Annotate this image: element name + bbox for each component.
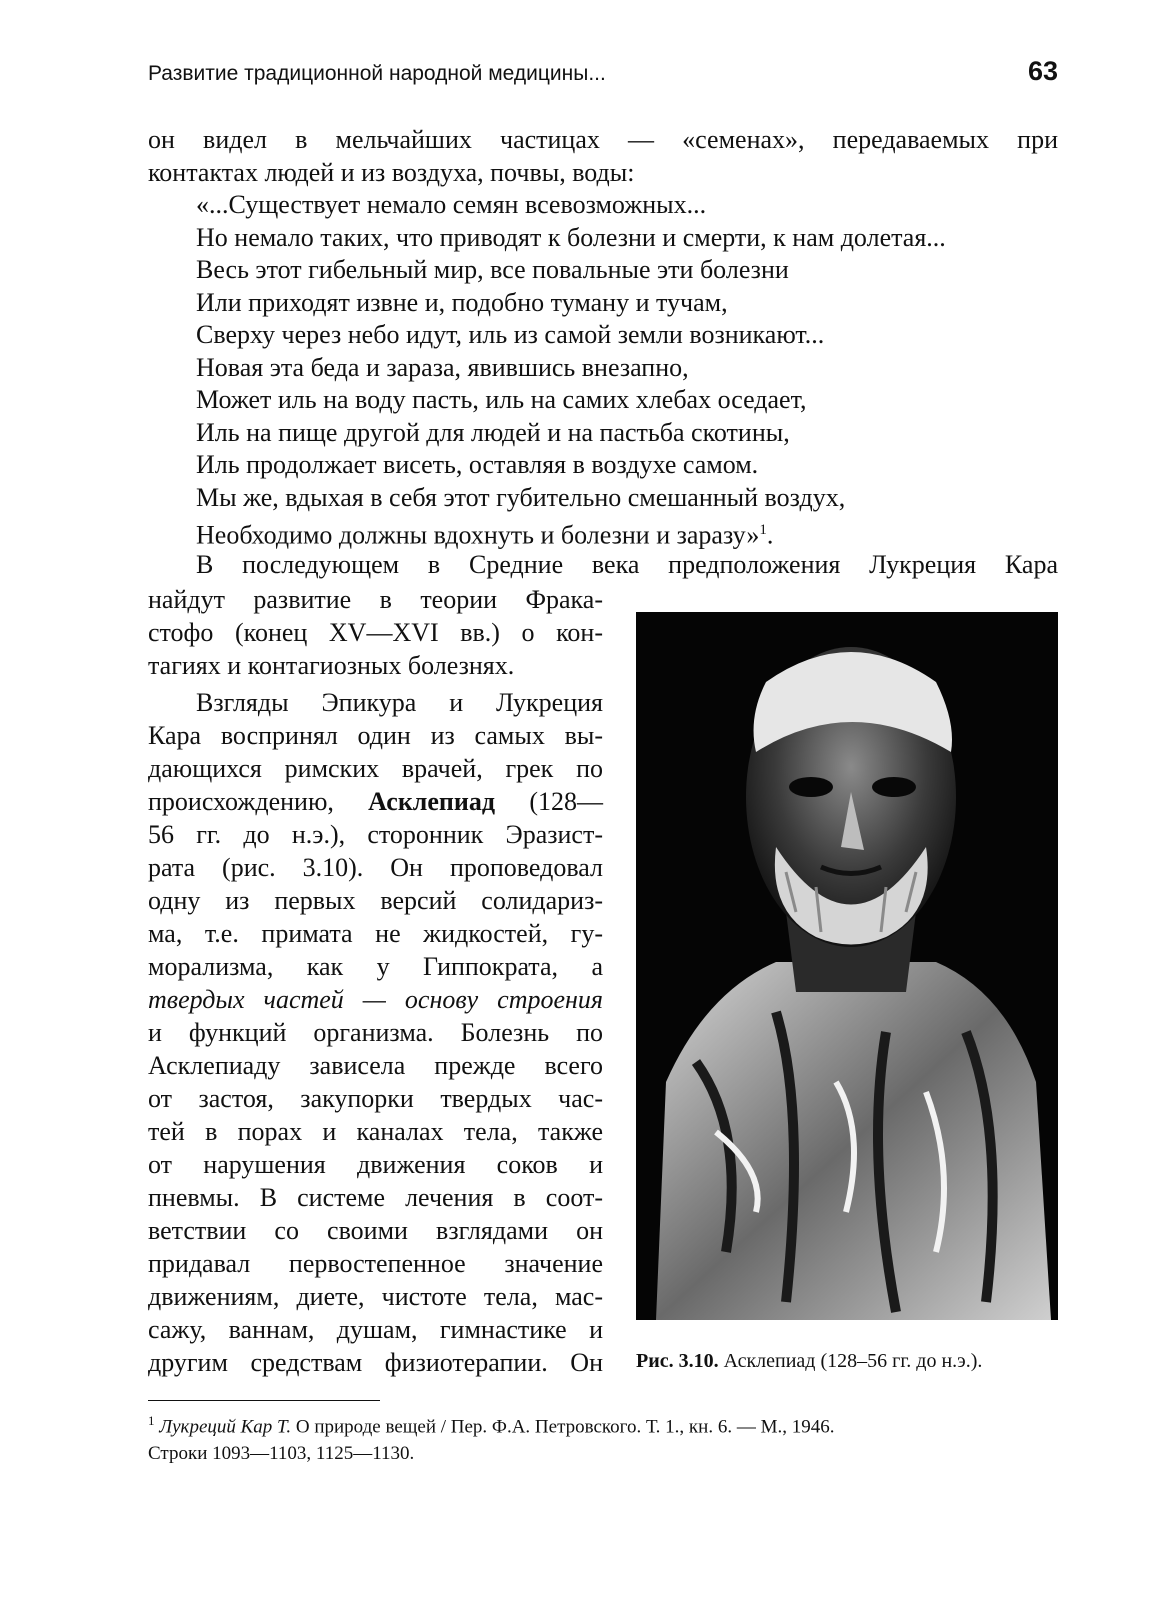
paragraph-line: стофо (конец XV—XVI вв.) о кон- xyxy=(148,618,603,647)
quote-end: . xyxy=(766,520,774,550)
paragraph-line: движениям, диете, чистоте тела, мас- xyxy=(148,1282,603,1311)
paragraph-line: от застоя, закупорки твердых час- xyxy=(148,1084,603,1113)
paragraph-line: пневмы. В системе лечения в соот- xyxy=(148,1183,603,1212)
paragraph-line: другим средствам физиотерапии. Он xyxy=(148,1348,603,1377)
footnote xyxy=(148,1407,1058,1467)
quote-line: Иль на пище другой для людей и на пастьба скотины, xyxy=(196,417,790,447)
footnote-reference: 1 xyxy=(759,522,767,538)
caption-text: Асклепиад (128–56 гг. до н.э.). xyxy=(718,1350,983,1372)
paragraph-line: тагиях и контагиозных болезнях. xyxy=(148,651,515,680)
paragraph-line: сажу, ваннам, душам, гимнастике и xyxy=(148,1315,603,1344)
quote-line: Или приходят извне и, подобно туману и тучам, xyxy=(196,287,728,317)
quote-line: Новая эта беда и зараза, явившись внезапно, xyxy=(196,352,689,382)
quote-line: Может иль на воду пасть, иль на самих хлебах оседает, xyxy=(196,385,807,414)
quote-line: Необходимо должны вдохнуть и болезни и заразу» xyxy=(196,520,760,550)
footnote-line xyxy=(148,1407,1058,1440)
paragraph-line: морализма, как у Гиппократа, а xyxy=(148,952,603,981)
footnote-mark: 1 xyxy=(148,1413,155,1428)
paragraph-line xyxy=(148,786,603,819)
text-run: происхождению, xyxy=(148,787,369,816)
paragraph-line: ветствии со своими взглядами он xyxy=(148,1216,603,1245)
figure-caption xyxy=(636,1350,1058,1373)
quote-line: «...Существует немало семян всевозможных... xyxy=(196,190,707,219)
paragraph-line: дающихся римских врачей, грек по xyxy=(148,754,603,783)
running-header xyxy=(148,56,1058,96)
quote-line: Сверху через небо идут, иль из самой земли возникают... xyxy=(196,320,825,349)
footnote-author: Лукреций Кар Т. xyxy=(159,1416,292,1438)
quote-line: Но немало таких, что приводят к болезни и смерти, к нам долетая... xyxy=(196,222,946,252)
caption-label: Рис. 3.10. xyxy=(636,1350,719,1372)
paragraph-line-italic: твердых частей — основу строения xyxy=(148,985,603,1014)
quote-line: Мы же, вдыхая в себя этот губительно смешанный воздух, xyxy=(196,482,846,512)
paragraph-line: найдут развитие в теории Фрака- xyxy=(148,585,603,614)
footnote-divider xyxy=(148,1400,380,1401)
paragraph-line: и функций организма. Болезнь по xyxy=(148,1018,603,1047)
quote-line: Иль продолжает висеть, оставляя в воздухе самом. xyxy=(196,450,759,479)
bust-illustration xyxy=(636,612,1058,1320)
paragraph-line: тей в порах и каналах тела, также xyxy=(148,1117,603,1146)
figure-asclepiades-bust xyxy=(636,612,1058,1320)
text-run: (128— xyxy=(495,787,603,816)
footnote-line: Строки 1093—1103, 1125—1130. xyxy=(148,1443,415,1465)
paragraph-line: 56 гг. до н.э.), сторонник Эразист- xyxy=(148,820,603,849)
footnote-source: О природе вещей / Пер. Ф.А. Петровского. Т. 1., кн. 6. — М., 1946. xyxy=(291,1416,835,1438)
intro-line: он видел в мельчайших частицах — «семенах», передаваемых при xyxy=(148,125,1058,154)
paragraph-line: В последующем в Средние века предположения Лукреция Кара xyxy=(196,550,1058,579)
paragraph-line: одну из первых версий солидариз- xyxy=(148,886,603,915)
running-title: Развитие традиционной народной медицины... xyxy=(148,62,606,85)
quote-line: Весь этот гибельный мир, все повальные эти болезни xyxy=(196,255,789,284)
page-number: 63 xyxy=(1027,56,1058,86)
paragraph-line: рата (рис. 3.10). Он проповедовал xyxy=(148,853,603,882)
paragraph-line: Кара воспринял один из самых вы- xyxy=(148,721,603,750)
paragraph-line: придавал первостепенное значение xyxy=(148,1249,603,1278)
intro-line: контактах людей и из воздуха, почвы, воды: xyxy=(148,157,635,187)
paragraph-line: Взгляды Эпикура и Лукреция xyxy=(196,688,603,717)
paragraph-line: ма, т.е. примата не жидкостей, гу- xyxy=(148,919,603,948)
quote-last-line xyxy=(196,514,773,552)
paragraph-line: от нарушения движения соков и xyxy=(148,1150,603,1179)
person-name-asclepiades: Асклепиад xyxy=(368,787,496,816)
paragraph-line: Асклепиаду зависела прежде всего xyxy=(148,1051,603,1080)
